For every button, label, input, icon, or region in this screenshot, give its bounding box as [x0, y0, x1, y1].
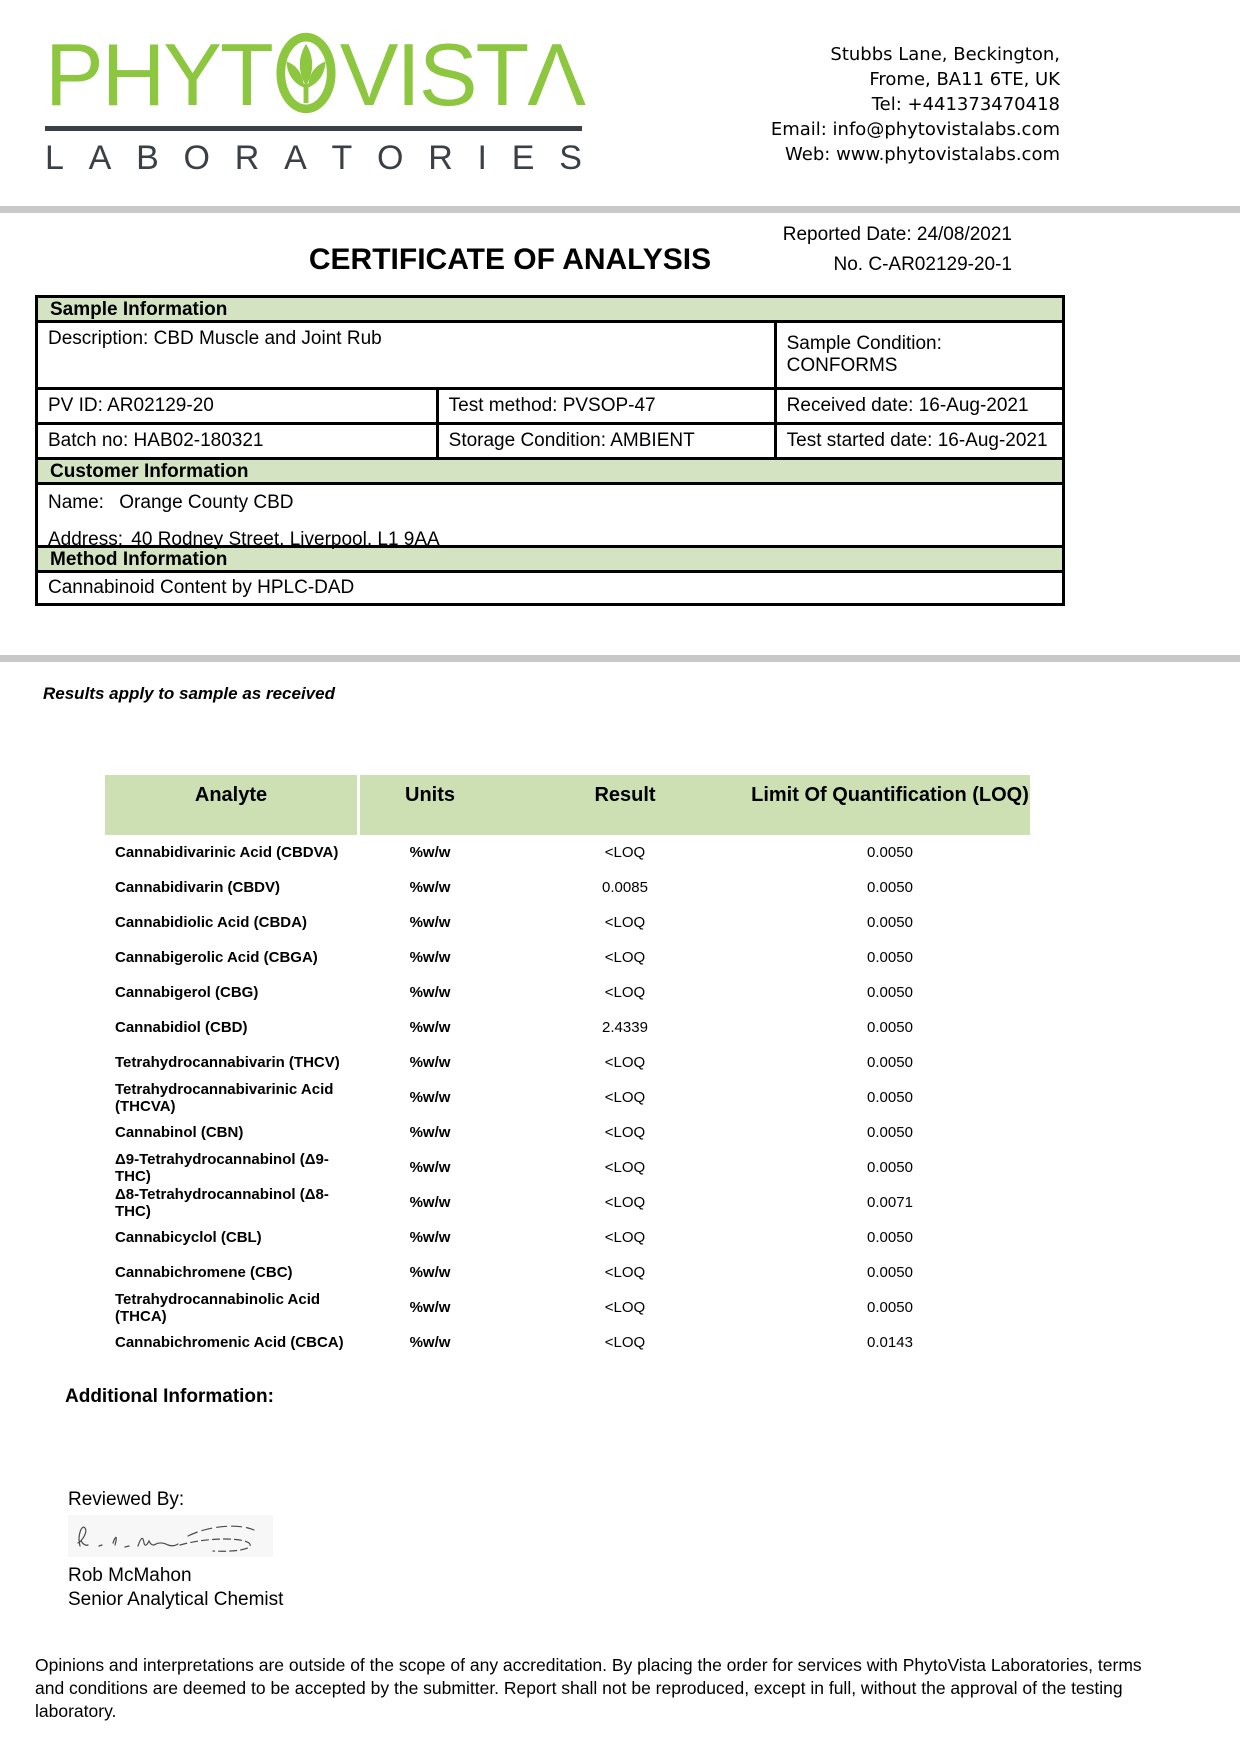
analyte-cell: Δ9-Tetrahydrocannabinol (Δ9-THC) — [115, 1150, 329, 1185]
analyte-cell: Tetrahydrocannabinolic Acid (THCA) — [115, 1290, 321, 1325]
logo-subtitle-letter: L — [45, 139, 64, 177]
phytovista-logo — [45, 25, 585, 178]
units-cell: %w/w — [409, 1334, 451, 1351]
logo-subtitle-letter: A — [88, 139, 112, 177]
batch-number: Batch no: HAB02-180321 — [48, 430, 264, 451]
results-table-header — [105, 775, 1030, 835]
logo-text-end: Λ — [527, 25, 585, 124]
customer-name-line — [48, 492, 1052, 514]
table-row — [105, 870, 1030, 905]
table-row — [105, 905, 1030, 940]
result-cell: <LOQ — [604, 1299, 646, 1316]
logo-subtitle-letter: B — [136, 139, 159, 177]
logo-subtitle-letter: T — [331, 139, 353, 177]
logo-subtitle-letter: O — [377, 139, 404, 177]
analyte-cell: Cannabichromenic Acid (CBCA) — [115, 1334, 344, 1351]
analyte-cell: Cannabidivarin (CBDV) — [115, 879, 281, 896]
divider-bar-middle — [0, 655, 1240, 662]
loq-cell: 0.0050 — [867, 1019, 913, 1036]
analyte-cell: Tetrahydrocannabivarinic Acid (THCVA) — [115, 1080, 334, 1115]
customer-name-value: Orange County CBD — [119, 492, 294, 513]
test-started-date: Test started date: 16-Aug-2021 — [774, 425, 1062, 457]
logo-subtitle — [45, 139, 582, 178]
report-number: No. C-AR02129-20-1 — [833, 254, 1012, 275]
table-row — [105, 1255, 1030, 1290]
result-cell: <LOQ — [604, 914, 646, 931]
contact-phone: Tel: +441373470418 — [871, 94, 1060, 115]
logo-text-mid: VIST — [339, 25, 528, 124]
report-meta — [783, 220, 1012, 280]
analyte-cell: Tetrahydrocannabivarin (THCV) — [115, 1054, 340, 1071]
logo-subtitle-letter: A — [284, 139, 307, 177]
loq-cell: 0.0143 — [867, 1334, 913, 1351]
units-cell: %w/w — [409, 1054, 451, 1071]
result-cell: <LOQ — [604, 949, 646, 966]
loq-cell: 0.0050 — [867, 1089, 913, 1106]
result-cell: <LOQ — [604, 1124, 646, 1141]
analyte-cell: Cannabidiol (CBD) — [115, 1019, 248, 1036]
analyte-cell: Cannabigerol (CBG) — [115, 984, 259, 1001]
loq-cell: 0.0050 — [867, 1299, 913, 1316]
column-header-units: Units — [405, 784, 455, 806]
units-cell: %w/w — [409, 1159, 451, 1176]
logo-subtitle-letter: R — [428, 139, 453, 177]
table-row — [105, 1185, 1030, 1220]
loq-cell: 0.0050 — [867, 844, 913, 861]
information-tables — [35, 295, 1065, 606]
logo-subtitle-letter: S — [559, 139, 582, 177]
table-row — [105, 1325, 1030, 1360]
table-row — [105, 835, 1030, 870]
storage-condition: Storage Condition: AMBIENT — [436, 425, 774, 457]
loq-cell: 0.0050 — [867, 1124, 913, 1141]
divider-bar-top — [0, 206, 1240, 213]
loq-cell: 0.0050 — [867, 879, 913, 896]
table-row — [105, 1115, 1030, 1150]
result-cell: <LOQ — [604, 1159, 646, 1176]
result-cell: <LOQ — [604, 984, 646, 1001]
result-cell: <LOQ — [604, 1229, 646, 1246]
analyte-cell: Cannabicyclol (CBL) — [115, 1229, 262, 1246]
signature-block — [68, 1488, 283, 1612]
units-cell: %w/w — [409, 1019, 451, 1036]
logo-divider-rule — [45, 126, 582, 131]
logo-wordmark — [45, 25, 585, 124]
result-cell: <LOQ — [604, 1264, 646, 1281]
loq-cell: 0.0050 — [867, 984, 913, 1001]
units-cell: %w/w — [409, 1124, 451, 1141]
result-cell: <LOQ — [604, 844, 646, 861]
loq-cell: 0.0050 — [867, 949, 913, 966]
loq-cell: 0.0050 — [867, 1159, 913, 1176]
table-row — [105, 940, 1030, 975]
results-table — [105, 775, 1030, 1360]
units-cell: %w/w — [409, 1229, 451, 1246]
analyte-cell: Cannabidivarinic Acid (CBDVA) — [115, 844, 339, 861]
leaf-logo-icon — [275, 30, 337, 116]
contact-address-line: Stubbs Lane, Beckington, — [830, 44, 1060, 65]
sample-description: Description: CBD Muscle and Joint Rub — [48, 328, 382, 349]
units-cell: %w/w — [409, 984, 451, 1001]
contact-web: Web: www.phytovistalabs.com — [785, 144, 1060, 165]
result-cell: <LOQ — [604, 1334, 646, 1351]
sample-ids-row — [35, 387, 1065, 425]
reviewer-title: Senior Analytical Chemist — [68, 1589, 284, 1610]
method-information-header: Method Information — [35, 545, 1065, 573]
lab-contact-info — [771, 42, 1060, 167]
contact-address-line: Frome, BA11 6TE, UK — [869, 69, 1060, 90]
result-cell: <LOQ — [604, 1194, 646, 1211]
table-row — [105, 1045, 1030, 1080]
document-title: CERTIFICATE OF ANALYSIS — [308, 243, 712, 276]
pv-id: PV ID: AR02129-20 — [48, 395, 214, 416]
units-cell: %w/w — [409, 844, 451, 861]
units-cell: %w/w — [409, 1194, 451, 1211]
sample-condition: Sample Condition: CONFORMS — [774, 323, 1062, 387]
loq-cell: 0.0050 — [867, 1054, 913, 1071]
logo-text-pre: PHYT — [45, 25, 272, 124]
result-cell: <LOQ — [604, 1089, 646, 1106]
column-header-analyte: Analyte — [105, 775, 360, 835]
results-table-body — [105, 835, 1030, 1360]
signature-image — [68, 1515, 273, 1557]
customer-name-label: Name: — [48, 492, 104, 513]
received-date: Received date: 16-Aug-2021 — [774, 390, 1062, 422]
reviewed-by-label: Reviewed By: — [68, 1489, 185, 1510]
table-row — [105, 1010, 1030, 1045]
analyte-cell: Cannabinol (CBN) — [115, 1124, 244, 1141]
logo-subtitle-letter: O — [183, 139, 210, 177]
disclaimer-text: Opinions and interpretations are outside of the scope of any accreditation. By placing the order for services with PhytoVista Laboratories, terms and conditions are deemed to be accepted by the submitter. Report shall not be reproduced, except in full, without the approval of the testing laboratory. — [35, 1655, 1142, 1721]
test-method: Test method: PVSOP-47 — [436, 390, 774, 422]
customer-information-box — [35, 482, 1065, 548]
reviewer-name: Rob McMahon — [68, 1565, 192, 1586]
loq-cell: 0.0071 — [867, 1194, 913, 1211]
method-name: Cannabinoid Content by HPLC-DAD — [35, 570, 1065, 606]
units-cell: %w/w — [409, 949, 451, 966]
units-cell: %w/w — [409, 1089, 451, 1106]
table-row — [105, 1080, 1030, 1115]
customer-information-header: Customer Information — [35, 457, 1065, 485]
table-row — [105, 1150, 1030, 1185]
table-row — [105, 975, 1030, 1010]
results-note: Results apply to sample as received — [43, 684, 335, 703]
analyte-cell: Cannabichromene (CBC) — [115, 1264, 293, 1281]
loq-cell: 0.0050 — [867, 1264, 913, 1281]
logo-subtitle-letter: R — [234, 139, 260, 177]
loq-cell: 0.0050 — [867, 1229, 913, 1246]
loq-cell: 0.0050 — [867, 914, 913, 931]
logo-subtitle-letter: E — [511, 139, 535, 177]
logo-subtitle-letter: I — [477, 139, 487, 177]
units-cell: %w/w — [409, 879, 451, 896]
additional-information-label: Additional Information: — [65, 1386, 274, 1407]
column-header-loq: Limit Of Quantification (LOQ) — [751, 784, 1029, 806]
result-cell: 2.4339 — [602, 1019, 648, 1036]
batch-row — [35, 422, 1065, 460]
result-cell: 0.0085 — [602, 879, 648, 896]
analyte-cell: Cannabigerolic Acid (CBGA) — [115, 949, 318, 966]
analyte-cell: Δ8-Tetrahydrocannabinol (Δ8-THC) — [115, 1185, 329, 1220]
sample-description-row — [35, 320, 1065, 390]
sample-information-header: Sample Information — [35, 295, 1065, 323]
units-cell: %w/w — [409, 1299, 451, 1316]
analyte-cell: Cannabidiolic Acid (CBDA) — [115, 914, 307, 931]
units-cell: %w/w — [409, 914, 451, 931]
table-row — [105, 1290, 1030, 1325]
customer-address-value: 40 Rodney Street, Liverpool, L1 9AA — [131, 529, 440, 550]
customer-address-label: Address: — [48, 529, 123, 550]
units-cell: %w/w — [409, 1264, 451, 1281]
column-header-result: Result — [594, 784, 656, 806]
table-row — [105, 1220, 1030, 1255]
result-cell: <LOQ — [604, 1054, 646, 1071]
reported-date: Reported Date: 24/08/2021 — [782, 224, 1012, 245]
contact-email: Email: info@phytovistalabs.com — [770, 119, 1060, 140]
